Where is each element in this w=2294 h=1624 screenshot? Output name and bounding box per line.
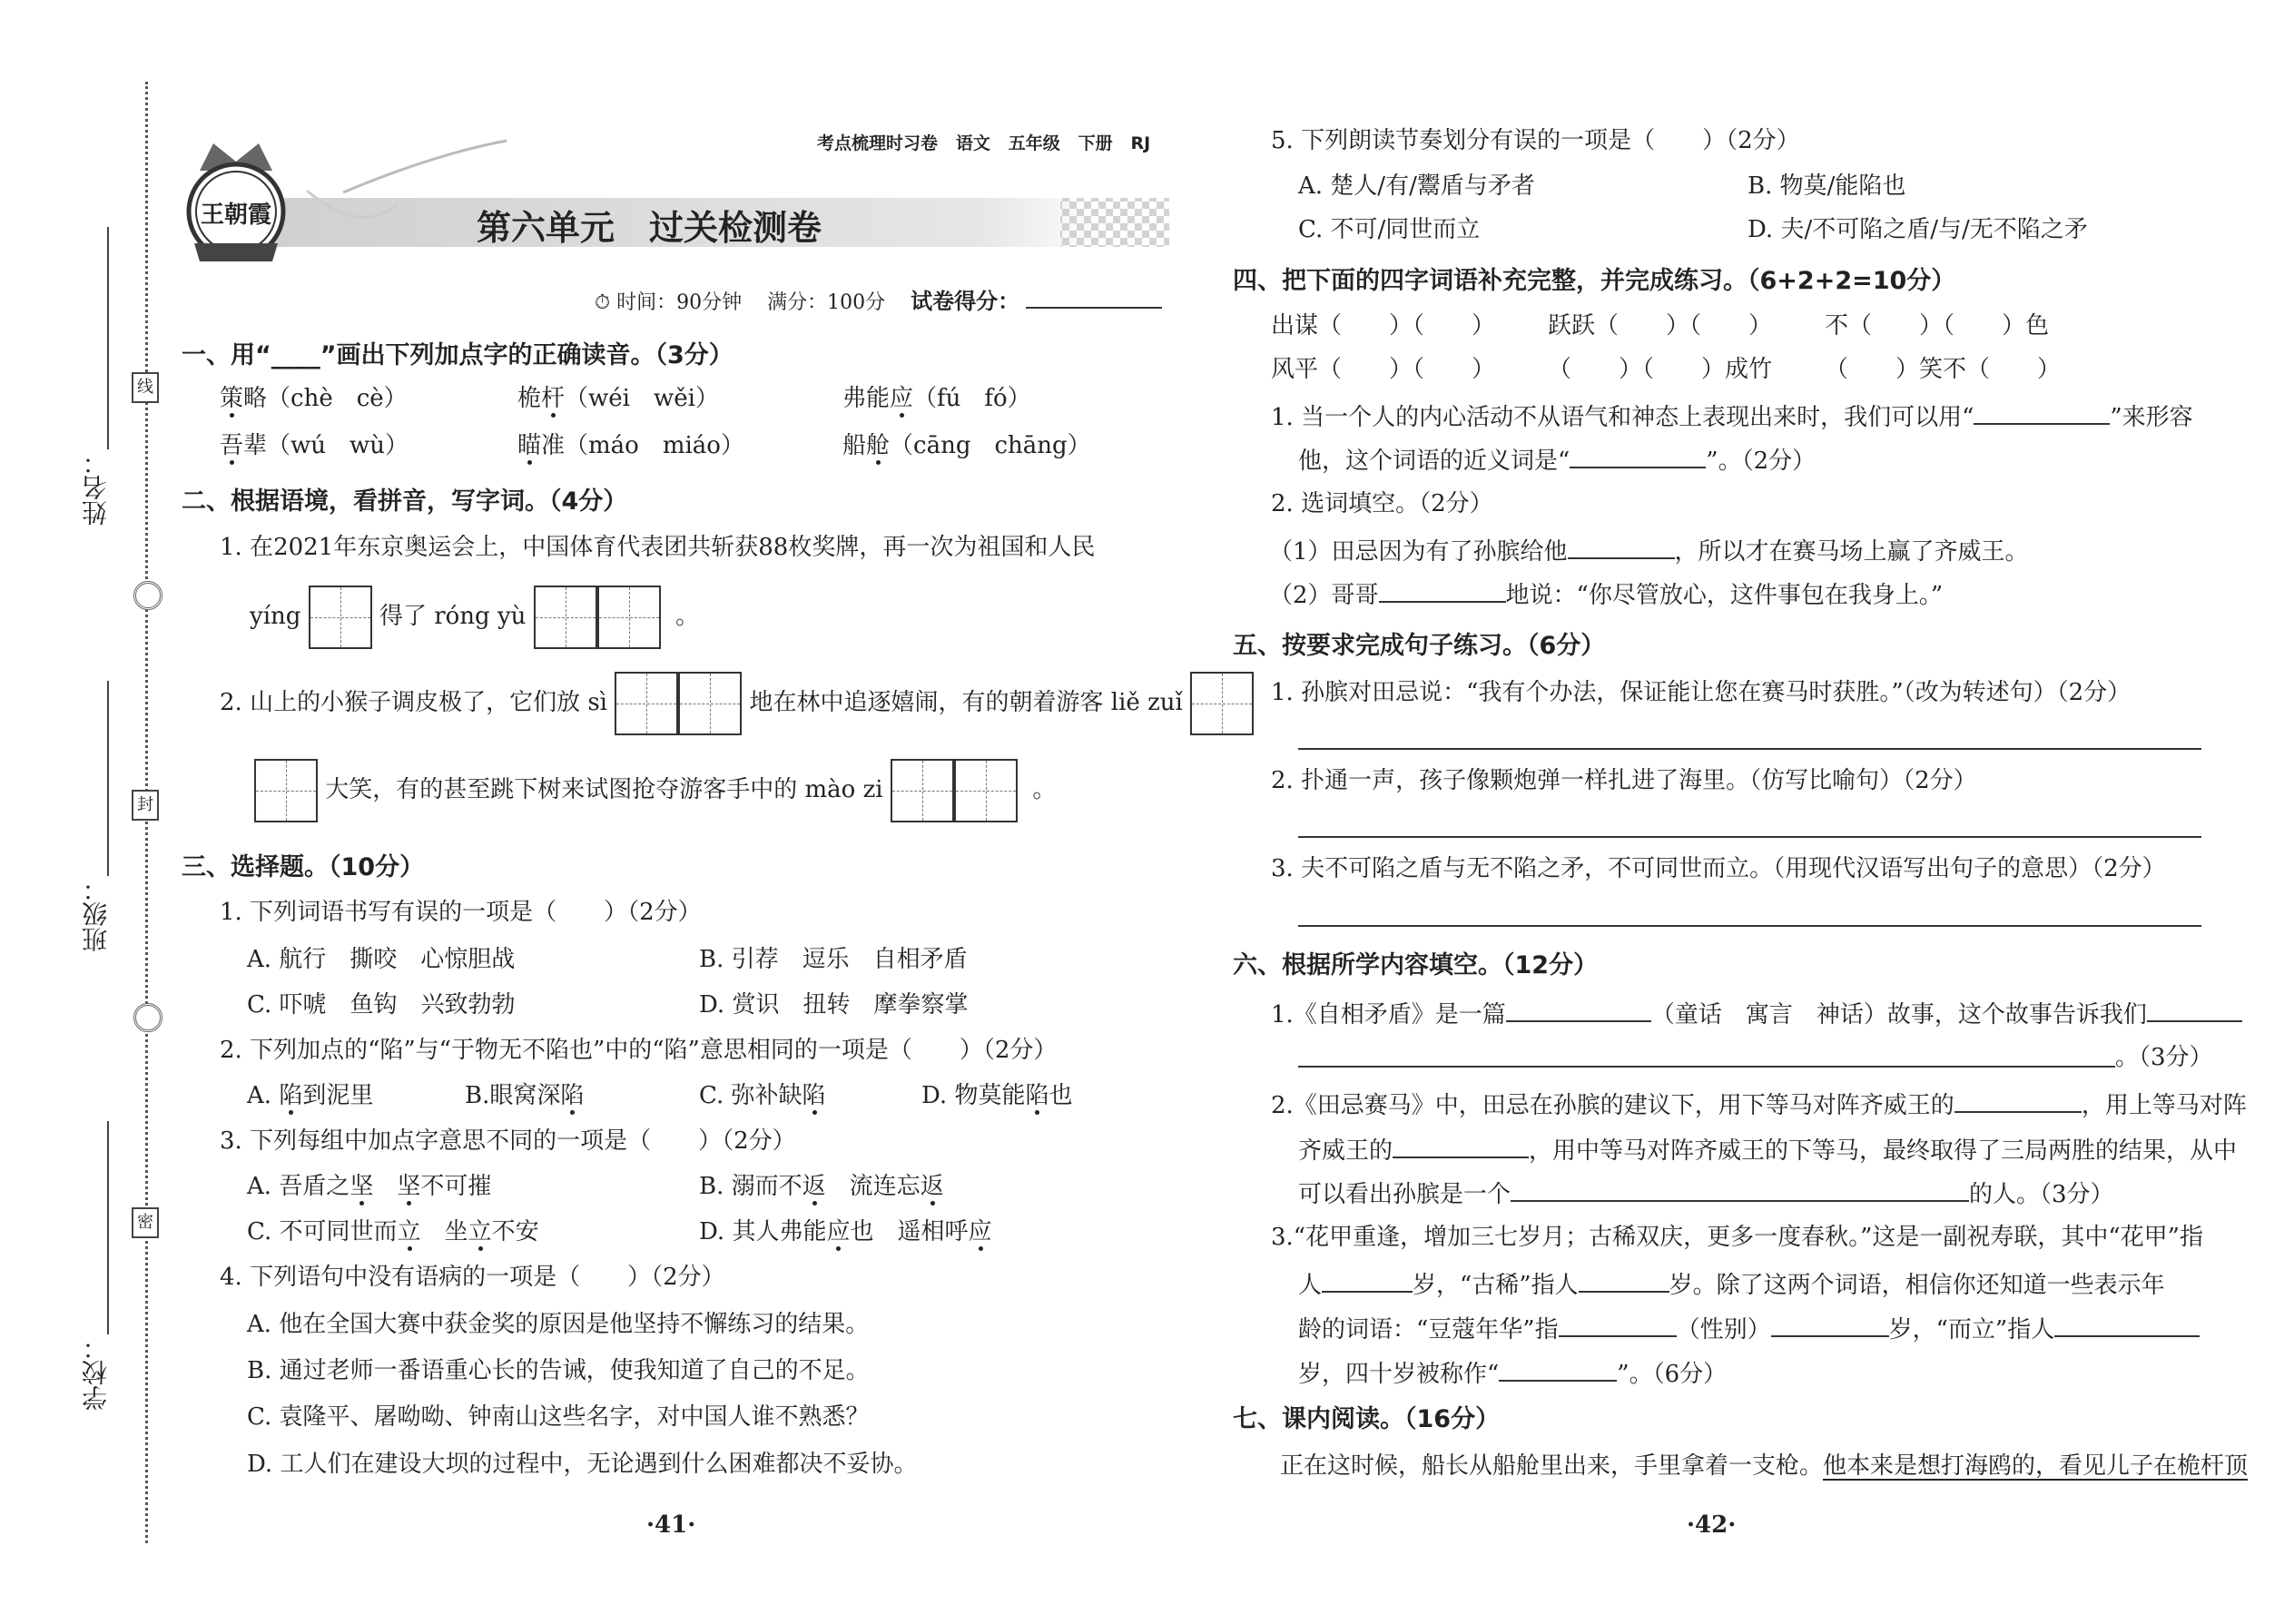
edition: RJ (1130, 133, 1151, 153)
q5-option[interactable]: A. 楚人/有/鬻盾与矛者 (1298, 172, 1535, 200)
s3-q3: 3. 下列每组中加点字意思不同的一项是（ ）（2分） (220, 1127, 796, 1155)
section-3-heading: 三、选择题。（10分） (182, 853, 425, 881)
s5-q2: 2. 扑通一声，孩子像颗炮弹一样扎进了海里。（仿写比喻句）（2分） (1271, 767, 1977, 794)
s3-q3-option[interactable]: C. 不可同世而立 坐立不安 (247, 1218, 539, 1245)
char-box[interactable] (597, 586, 661, 649)
idiom-blank[interactable]: 跃跃（ ）（ ） (1548, 312, 1773, 340)
s2-q1-fill: yíng 得了 róng yù 。 (250, 584, 699, 649)
s3-q4-option[interactable]: A. 他在全国大赛中获金奖的原因是他坚持不懈练习的结果。 (247, 1311, 870, 1338)
class-label: 班级： (81, 876, 111, 952)
exam-meta (595, 283, 1162, 315)
idiom-blank[interactable]: 风平（ ）（ ） (1271, 356, 1496, 383)
s3-q4: 4. 下列语句中没有语病的一项是（ ）（2分） (220, 1264, 725, 1291)
answer-blank[interactable] (1954, 1088, 2082, 1113)
q5: 5. 下列朗读节奏划分有误的一项是（ ）（2分） (1271, 127, 1800, 154)
s5-q3: 3. 夫不可陷之盾与无不陷之矛，不可同世而立。（用现代汉语写出句子的意思）（2分） (1271, 855, 2166, 882)
s3-q3-option[interactable]: A. 吾盾之坚 坚不可摧 (247, 1173, 492, 1200)
seal-feng: 封 (132, 790, 159, 821)
char-box[interactable] (254, 759, 318, 822)
underlined-sentence: 他本来是想打海鸥的，看见儿子在桅杆顶 (1823, 1452, 2249, 1480)
char-box[interactable] (1190, 672, 1254, 735)
s4-q2: 2. 选词填空。（2分） (1271, 490, 1493, 517)
s4-q2-2: （2）哥哥 地说：“你尽管放心，这件事包在我身上。” (1269, 577, 1943, 611)
exam-full-score: 满分：100分 (767, 291, 886, 314)
s4-q2-1: （1）田忌因为有了孙膑给他 ，所以才在赛马场上赢了齐威王。 (1269, 534, 2029, 567)
school-field[interactable] (107, 1121, 109, 1334)
answer-blank[interactable] (1771, 1312, 1889, 1337)
seal-mi: 密 (132, 1207, 159, 1238)
s1-item: 策略（chè cè） (220, 385, 408, 412)
answer-blank[interactable] (1579, 1267, 1669, 1293)
s6-q3-line1: 3.“花甲重逢，增加三七岁月；古稀双庆，更多一度春秋。”这是一副祝寿联，其中“花甲”指 (1271, 1224, 2203, 1251)
s3-q4-option[interactable]: D. 工人们在建设大坝的过程中，无论遇到什么困难都决不妥协。 (247, 1451, 918, 1478)
s3-q3-option[interactable]: D. 其人弗能应也 遥相呼应 (699, 1218, 992, 1245)
section-2-heading: 二、根据语境，看拼音，写字词。（4分） (182, 487, 628, 516)
s3-q2-option[interactable]: C. 弥补缺陷 (699, 1082, 826, 1109)
q5-option[interactable]: D. 夫/不可陷之盾/与/无不陷之矛 (1748, 216, 2088, 243)
answer-blank[interactable] (1974, 399, 2110, 425)
q5-option[interactable]: B. 物莫/能陷也 (1748, 172, 1906, 200)
score-label: 试卷得分： (911, 288, 1020, 314)
page-number-right: ·42· (1687, 1511, 1737, 1539)
s6-q2-line3: 可以看出孙膑是一个 的人。（3分） (1298, 1176, 2114, 1210)
s1-item: 船舱（cāng chāng） (842, 432, 1091, 459)
s3-q2-option[interactable]: B.眼窝深陷 (465, 1082, 585, 1109)
s1-item: 桅杆（wéi wěi） (517, 385, 719, 412)
answer-line[interactable] (1298, 748, 2201, 750)
ornament-icon (133, 581, 162, 610)
logo (182, 134, 290, 271)
answer-blank[interactable] (1511, 1176, 1969, 1202)
answer-blank[interactable] (1568, 534, 1675, 559)
s6-q1-end: 。（3分） (2115, 1044, 2213, 1071)
exam-time: 时间：90分钟 (616, 291, 743, 314)
grade: 五年级 (1008, 133, 1060, 153)
s6-q2-line2: 齐威王的 ，用中等马对阵齐威王的下等马，最终取得了三局两胜的结果，从中 (1298, 1133, 2237, 1166)
s3-q1-option[interactable]: B. 引荐 逗乐 自相矛盾 (699, 946, 968, 973)
s1-item: 瞄准（máo miáo） (517, 432, 744, 459)
char-box[interactable] (678, 672, 742, 735)
page-number-left: ·41· (646, 1511, 696, 1539)
series-info (817, 130, 1150, 154)
char-box[interactable] (954, 759, 1018, 822)
section-6-heading: 六、根据所学内容填空。（12分） (1233, 951, 1599, 979)
s3-q2-option[interactable]: D. 物莫能陷也 (921, 1082, 1073, 1109)
answer-blank[interactable] (1506, 997, 1651, 1022)
idiom-blank[interactable]: 出谋（ ）（ ） (1271, 312, 1496, 340)
section-4-heading: 四、把下面的四字词语补充完整，并完成练习。（6+2+2=10分） (1233, 267, 1956, 295)
s2-q1-text: 1. 在2021年东京奥运会上，中国体育代表团共斩获88枚奖牌，再一次为祖国和人民 (220, 534, 1096, 561)
section-5-heading: 五、按要求完成句子练习。（6分） (1233, 632, 1606, 660)
s2-q2-line1: 2. 山上的小猴子调皮极了，它们放 sì 地在林中追逐嬉闹，有的朝着游客 liě zuǐ (220, 670, 1254, 735)
reading-passage: 正在这时候，船长从船舱里出来，手里拿着一支枪。他本来是想打海鸥的，看见儿子在桅杆顶 (1280, 1452, 2249, 1480)
answer-blank[interactable] (1379, 577, 1506, 603)
s3-q2: 2. 下列加点的“陷”与“于物无不陷也”中的“陷”意思相同的一项是（ ）（2分） (220, 1037, 1058, 1064)
subject: 语文 (955, 133, 990, 153)
series-name: 考点梳理时习卷 (817, 133, 939, 153)
page-title: 第六单元 过关检测卷 (477, 208, 822, 248)
section-1-heading: 一、用“____”画出下列加点字的正确读音。（3分） (182, 341, 733, 369)
s5-q1: 1. 孙膑对田忌说：“我有个办法，保证能让您在赛马时获胜。”（改为转述句）（2分） (1271, 679, 2132, 706)
volume: 下册 (1078, 133, 1113, 153)
answer-blank[interactable] (1499, 1356, 1617, 1382)
s6-q1-line1: 1.《自相矛盾》是一篇 （童话 寓言 神话）故事，这个故事告诉我们 (1271, 997, 2242, 1030)
name-field[interactable] (107, 227, 109, 449)
idiom-blank[interactable]: （ ）（ ）成竹 (1548, 356, 1773, 383)
answer-line[interactable] (1298, 925, 2201, 927)
s3-q4-option[interactable]: B. 通过老师一番语重心长的告诫，使我知道了自己的不足。 (247, 1357, 870, 1384)
logo-text: 王朝霞 (200, 202, 271, 229)
s4-q1-line1: 1. 当一个人的内心活动不从语气和神态上表现出来时，我们可以用“ ”来形容 (1271, 399, 2193, 433)
answer-blank[interactable] (1322, 1267, 1413, 1293)
answer-line[interactable] (1298, 836, 2201, 838)
s3-q1-option[interactable]: D. 赏识 扭转 摩拳察掌 (699, 991, 969, 1019)
char-box[interactable] (615, 672, 678, 735)
s6-q3-line2: 人 岁，“古稀”指人 岁。除了这两个词语，相信你还知道一些表示年 (1298, 1267, 2165, 1301)
clock-icon: ⏱ (595, 291, 611, 314)
s3-q4-option[interactable]: C. 袁隆平、屠呦呦、钟南山这些名字，对中国人谁不熟悉？ (247, 1403, 870, 1431)
answer-blank[interactable] (1393, 1133, 1529, 1158)
s3-q2-option[interactable]: A. 陷到泥里 (247, 1082, 374, 1109)
idiom-blank[interactable]: （ ）笑不（ ） (1825, 356, 2062, 383)
s4-q1-line2: 他，这个词语的近义词是“ ”。（2分） (1298, 443, 1816, 477)
idiom-blank[interactable]: 不（ ）（ ）色 (1825, 312, 2050, 340)
char-box[interactable] (309, 586, 372, 649)
school-label: 学校： (81, 1334, 111, 1411)
section-7-heading: 七、课内阅读。（16分） (1233, 1405, 1501, 1433)
class-field[interactable] (107, 681, 109, 876)
answer-blank[interactable] (2147, 997, 2242, 1022)
answer-blank[interactable] (1559, 1312, 1677, 1337)
s1-item: 吾辈（wú wù） (220, 432, 409, 459)
s3-q1-option[interactable]: A. 航行 撕咬 心惊胆战 (247, 946, 516, 973)
answer-blank[interactable] (2054, 1312, 2200, 1337)
s1-item: 弗能应（fú fó） (842, 385, 1031, 412)
q5-option[interactable]: C. 不可/同世而立 (1298, 216, 1481, 243)
name-label: 姓名： (81, 449, 111, 526)
s3-q1-option[interactable]: C. 吓唬 鱼钩 兴致勃勃 (247, 991, 516, 1019)
seal-xian: 线 (132, 372, 159, 403)
char-box[interactable] (891, 759, 954, 822)
ornament-icon (133, 1003, 162, 1032)
s6-q3-line3: 龄的词语：“豆蔻年华”指 （性别） 岁，“而立”指人 (1298, 1312, 2200, 1345)
s3-q3-option[interactable]: B. 溺而不返 流连忘返 (699, 1173, 944, 1200)
s3-q1: 1. 下列词语书写有误的一项是（ ）（2分） (220, 899, 702, 926)
answer-line[interactable] (1298, 1066, 2115, 1068)
answer-blank[interactable] (1570, 443, 1706, 468)
s6-q3-line4: 岁，四十岁被称作“ ”。（6分） (1298, 1356, 1727, 1390)
score-field[interactable] (1026, 283, 1162, 309)
s6-q2-line1: 2.《田忌赛马》中，田忌在孙膑的建议下，用下等马对阵齐威王的 ，用上等马对阵 (1271, 1088, 2247, 1121)
char-box[interactable] (534, 586, 597, 649)
s2-q2-line2: 大笑，有的甚至跳下树来试图抢夺游客手中的 mào zi 。 (254, 757, 1056, 822)
